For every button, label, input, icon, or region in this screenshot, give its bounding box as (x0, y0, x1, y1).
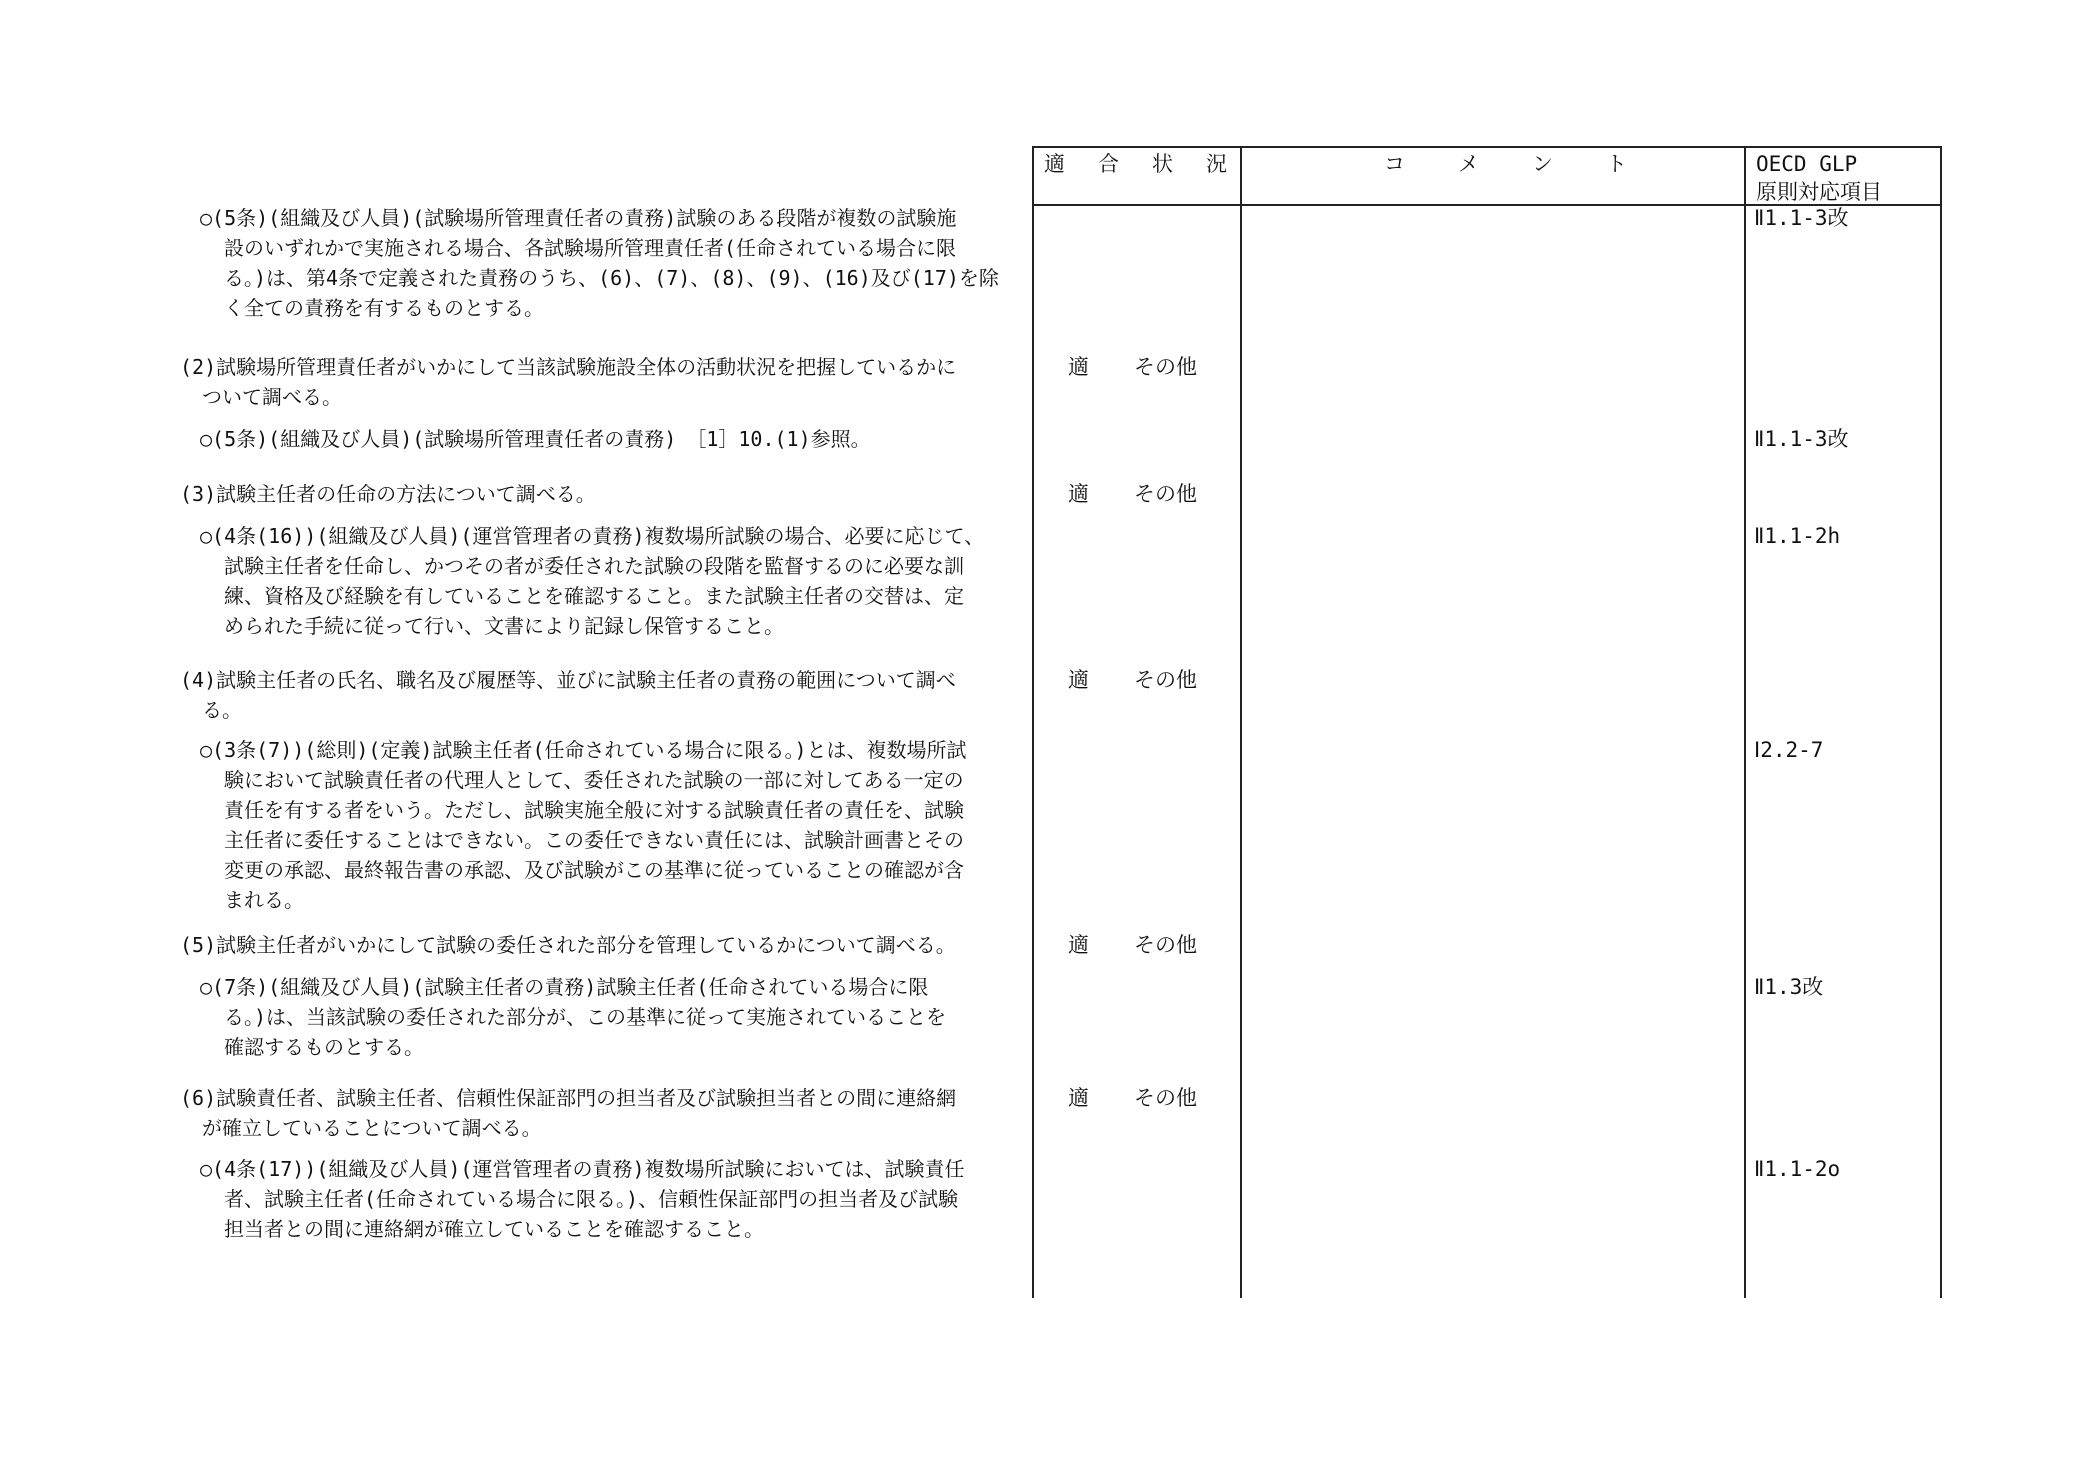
check-item-line: る。 (202, 698, 242, 722)
check-item-line: (4)試験主任者の氏名、職名及び履歴等、並びに試験主任者の責務の範囲について調べ (180, 668, 956, 692)
regulation-line: ○(4条(16))(組織及び人員)(運営管理者の責務)複数場所試験の場合、必要に応じて、 (200, 524, 985, 548)
regulation-line: 試験主任者を任命し、かつその者が委任された試験の段階を監督するのに必要な訓 (224, 554, 964, 578)
regulation-line: 設のいずれかで実施される場合、各試験場所管理責任者(任命されている場合に限 (224, 236, 957, 260)
conformity-status (1068, 665, 1197, 695)
table-left-border (1032, 146, 1034, 1298)
check-item-line: (6)試験責任者、試験主任者、信頼性保証部門の担当者及び試験担当者との間に連絡網 (180, 1086, 957, 1110)
column-divider-comment-oecd (1744, 146, 1746, 1298)
conformity-status (1068, 1083, 1197, 1113)
header-oecd-line1: OECD GLP (1756, 152, 1858, 176)
status-other: その他 (1134, 1086, 1197, 1110)
regulation-line: ○(7条)(組織及び人員)(試験主任者の責務)試験主任者(任命されている場合に限 (200, 975, 929, 999)
header-oecd-line2: 原則対応項目 (1756, 180, 1882, 204)
table-right-border (1940, 146, 1942, 1298)
check-item-line: が確立していることについて調べる。 (202, 1116, 542, 1140)
regulation-line: 担当者との間に連絡網が確立していることを確認すること。 (224, 1217, 764, 1241)
regulation-line: ○(5条)(組織及び人員)(試験場所管理責任者の責務)試験のある段階が複数の試験施 (200, 206, 957, 230)
regulation-line: る。)は、第4条で定義された責務のうち、(6)、(7)、(8)、(9)、(16)及び(17)を除 (224, 266, 999, 290)
column-divider-status-comment (1240, 146, 1242, 1298)
oecd-reference: Ⅱ1.1-2h (1754, 524, 1841, 548)
status-conform: 適 (1068, 668, 1089, 692)
regulation-line: ○(5条)(組織及び人員)(試験場所管理責任者の責務) ［1］10.(1)参照。 (200, 427, 871, 451)
oecd-reference: Ⅱ1.1-2o (1754, 1157, 1841, 1181)
check-item-line: ついて調べる。 (202, 385, 342, 409)
status-other: その他 (1134, 482, 1197, 506)
regulation-line: 者、試験主任者(任命されている場合に限る。)、信頼性保証部門の担当者及び試験 (224, 1187, 959, 1211)
check-item-line: (3)試験主任者の任命の方法について調べる。 (180, 482, 596, 506)
oecd-reference: Ⅱ1.1-3改 (1754, 427, 1849, 451)
conformity-status (1068, 352, 1197, 382)
regulation-line: 変更の承認、最終報告書の承認、及び試験がこの基準に従っていることの確認が含 (224, 858, 964, 882)
regulation-line: る。)は、当該試験の委任された部分が、この基準に従って実施されていることを (224, 1005, 947, 1029)
check-item-line: (5)試験主任者がいかにして試験の委任された部分を管理しているかについて調べる。 (180, 933, 956, 957)
status-conform: 適 (1068, 355, 1089, 379)
regulation-line: まれる。 (224, 888, 304, 912)
oecd-reference: Ⅱ1.3改 (1754, 975, 1824, 999)
oecd-reference: Ⅰ2.2-7 (1754, 738, 1824, 762)
regulation-line: ○(3条(7))(総則)(定義)試験主任者(任命されている場合に限る。)とは、複数場所試 (200, 738, 967, 762)
status-conform: 適 (1068, 482, 1089, 506)
regulation-line: 確認するものとする。 (224, 1035, 424, 1059)
regulation-line: 験において試験責任者の代理人として、委任された試験の一部に対してある一定の (224, 768, 964, 792)
regulation-line: 責任を有する者をいう。ただし、試験実施全般に対する試験責任者の責任を、試験 (224, 798, 964, 822)
regulation-line: ○(4条(17))(組織及び人員)(運営管理者の責務)複数場所試験においては、試験責任 (200, 1157, 965, 1181)
check-item-line: (2)試験場所管理責任者がいかにして当該試験施設全体の活動状況を把握しているかに (180, 355, 957, 379)
conformity-status (1068, 479, 1197, 509)
conformity-status (1068, 930, 1197, 960)
regulation-line: 主任者に委任することはできない。この委任できない責任には、試験計画書とその (224, 828, 964, 852)
regulation-line: く全ての責務を有するものとする。 (224, 296, 544, 320)
regulation-line: 練、資格及び経験を有していることを確認すること。また試験主任者の交替は、定 (224, 584, 964, 608)
regulation-line: められた手続に従って行い、文書により記録し保管すること。 (224, 614, 784, 638)
status-conform: 適 (1068, 1086, 1089, 1110)
header-status: 適 合 状 況 (1044, 152, 1233, 176)
status-other: その他 (1134, 668, 1197, 692)
oecd-reference: Ⅱ1.1-3改 (1754, 206, 1849, 230)
status-other: その他 (1134, 933, 1197, 957)
status-conform: 適 (1068, 933, 1089, 957)
table-top-border (1032, 146, 1942, 148)
header-comment: コ メ ン ト (1384, 152, 1643, 176)
status-other: その他 (1134, 355, 1197, 379)
